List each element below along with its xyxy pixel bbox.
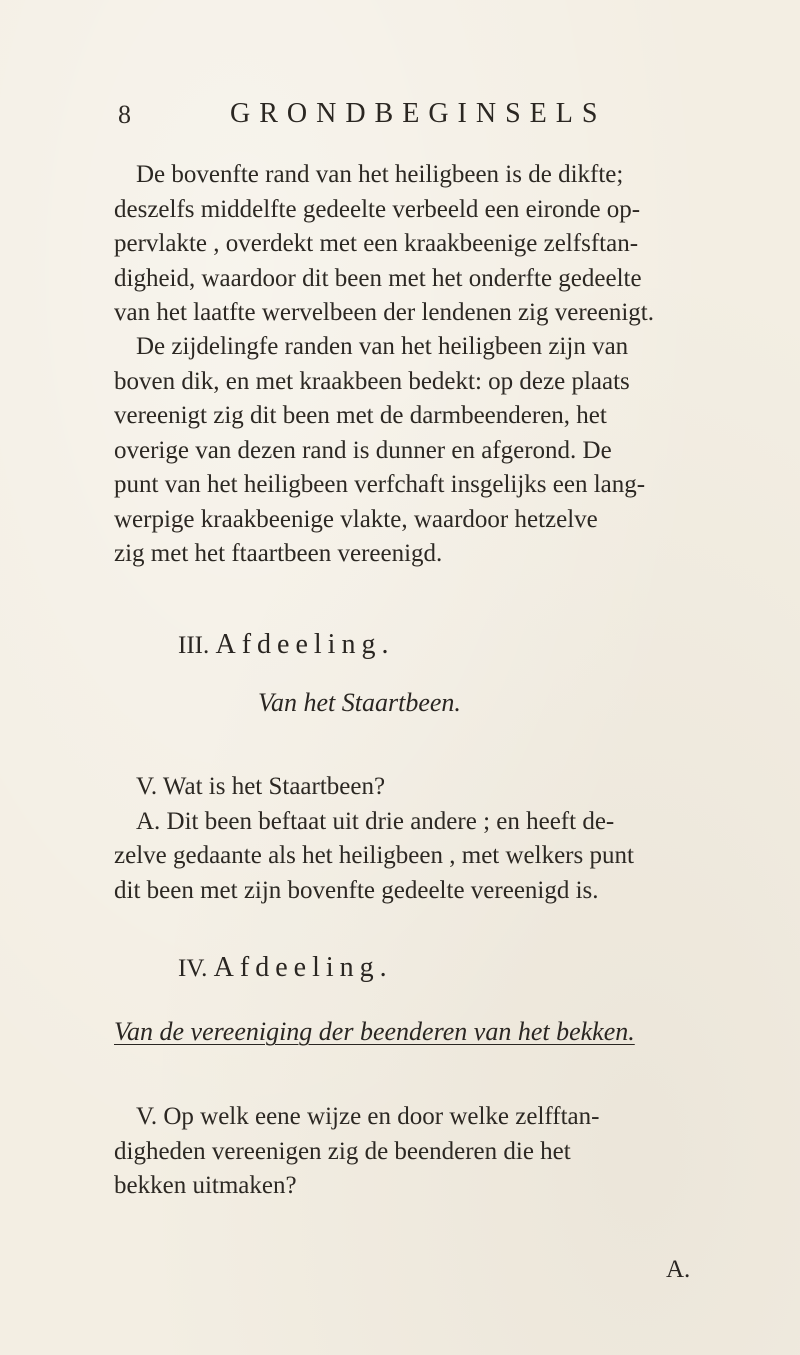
section-subtitle-3: Van het Staartbeen. [258, 688, 461, 717]
qa-staartbeen [114, 770, 704, 908]
running-head: GRONDBEGINSELS [230, 98, 607, 129]
question-line: V. Op welk eene wijze en door welke zelfftan- [136, 1103, 600, 1130]
question-line: V. Wat is het Staartbeen? [136, 773, 386, 800]
paragraph-sacrum-upper-edge [114, 158, 704, 331]
answer-line: A. Dit been beftaat uit drie andere ; en heeft de- [136, 807, 615, 835]
section-title: Afdeeling. [215, 629, 395, 660]
section-number: IV. [178, 955, 208, 982]
catchword: A. [666, 1256, 691, 1283]
question-line: bekken uitmaken? [114, 1172, 297, 1199]
qa-bekken [114, 1100, 704, 1204]
text-line: De zijdelingfe randen van het heiligbeen zijn van [136, 333, 629, 360]
text-line: overige van dezen rand is dunner en afgerond. De [114, 436, 612, 464]
page-header [100, 100, 700, 140]
text-line: boven dik, en met kraakbeen bedekt: op deze plaats [114, 367, 630, 395]
answer-line: dit been met zijn bovenfte gedeelte vereenigd is. [114, 876, 599, 904]
page-number: 8 [118, 100, 131, 129]
section-heading-4 [178, 952, 393, 984]
paragraph-sacrum-side-edges [114, 330, 704, 572]
text-line: De bovenfte rand van het heiligbeen is de dikfte; [136, 161, 624, 188]
text-line: werpige kraakbeenige vlakte, waardoor hetzelve [114, 505, 598, 533]
text-line: van het laatfte wervelbeen der lendenen zig vereenigt. [114, 299, 655, 326]
section-title: Afdeeling. [213, 952, 393, 983]
text-line: zig met het ftaartbeen vereenigd. [114, 540, 443, 567]
text-line: digheid, waardoor dit been met het onderfte gedeelte [114, 264, 642, 292]
text-line: punt van het heiligbeen verfchaft insgelijks een lang- [114, 471, 646, 498]
text-line: deszelfs middelfte gedeelte verbeeld een eironde op- [114, 195, 641, 223]
text-line: pervlakte , overdekt met een kraakbeenige zelfsftan- [114, 230, 639, 257]
section-number: III. [178, 632, 210, 659]
text-line: vereenigt zig dit been met de darmbeenderen, het [114, 402, 607, 429]
section-subtitle-4: Van de vereeniging der beenderen van het bekken. [114, 1017, 635, 1046]
section-heading-3 [178, 629, 394, 661]
answer-line: zelve gedaante als het heiligbeen , met welkers punt [114, 842, 634, 869]
question-line: digheden vereenigen zig de beenderen die het [114, 1137, 571, 1165]
